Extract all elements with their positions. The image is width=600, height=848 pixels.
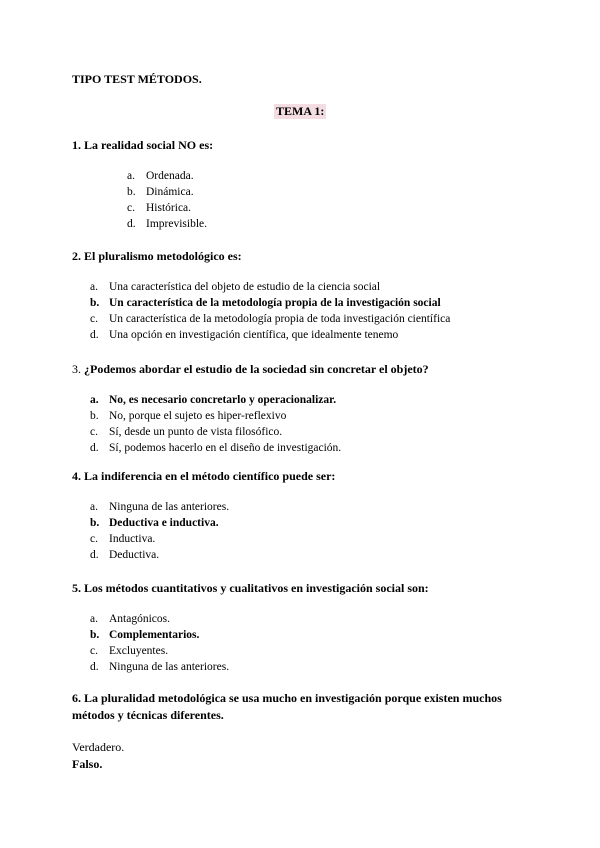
option-d [90,547,229,563]
option-letter: a. [127,170,135,182]
option-letter: c. [90,645,98,657]
document-title: TIPO TEST MÉTODOS. [72,72,202,86]
question-1-options [127,168,207,232]
question-2-options [90,279,450,343]
option-text: Antagónicos. [109,613,171,625]
option-text: No, es necesario concretarlo y operacionalizar. [109,394,337,406]
question-number: 6. [72,691,81,705]
option-text: Un característica de la metodología propia de la investigación social [109,297,441,309]
option-text: Sí, desde un punto de vista filosófico. [109,426,283,438]
option-letter: a. [90,281,98,293]
option-a-correct [90,392,341,408]
question-text: Los métodos cuantitativos y cualitativos en investigación social son: [84,581,429,595]
option-text: Una opción en investigación científica, que idealmente tenemo [109,329,399,341]
question-4-options [90,499,229,563]
option-letter: c. [90,533,98,545]
option-a [90,611,229,627]
question-text: La realidad social NO es: [84,138,214,152]
question-5 [72,580,542,597]
option-c [90,531,229,547]
option-d [90,440,341,456]
question-5-options [90,611,229,675]
option-letter: b. [90,629,100,641]
option-letter: b. [90,410,99,422]
option-a [90,279,450,295]
option-text: Deductiva. [109,549,160,561]
answer-true: Verdadero. [72,740,125,754]
question-text: El pluralismo metodológico es: [84,249,242,263]
option-letter: d. [127,218,136,230]
option-letter: a. [90,501,98,513]
option-letter: b. [90,297,100,309]
option-text: Una característica del objeto de estudio de la ciencia social [109,281,381,293]
option-c [127,200,207,216]
option-a [90,499,229,515]
option-a [127,168,207,184]
option-letter: d. [90,329,99,341]
option-letter: b. [127,186,136,198]
question-number: 3. [72,362,81,376]
option-text: Dinámica. [146,186,194,198]
option-b-correct [90,627,229,643]
option-letter: d. [90,442,99,454]
option-text: Complementarios. [109,629,200,641]
option-letter: c. [90,426,98,438]
option-d [127,216,207,232]
option-letter: b. [90,517,100,529]
option-letter: d. [90,661,99,673]
section-heading: TEMA 1: [276,104,325,118]
option-b [90,408,341,424]
option-text: Ninguna de las anteriores. [109,661,230,673]
option-letter: a. [90,394,99,406]
option-text: No, porque el sujeto es hiper-reflexivo [109,410,287,422]
option-b [127,184,207,200]
option-d [90,659,229,675]
option-text: Ninguna de las anteriores. [109,501,230,513]
option-letter: a. [90,613,98,625]
question-text: ¿Podemos abordar el estudio de la sociedad sin concretar el objeto? [84,362,429,376]
option-text: Deductiva e inductiva. [109,517,219,529]
option-text: Sí, podemos hacerlo en el diseño de investigación. [109,442,342,454]
option-text: Histórica. [146,202,192,214]
question-6 [72,690,542,724]
question-number: 1. [72,138,81,152]
question-number: 5. [72,581,81,595]
option-text: Un característica de la metodología propia de toda investigación científica [109,313,451,325]
question-text: La pluralidad metodológica se usa mucho en investigación porque existen muchos métodos y técnicas diferentes. [72,691,502,722]
answer-false-correct: Falso. [72,757,103,771]
option-b-correct [90,515,229,531]
option-c [90,311,450,327]
option-c [90,424,341,440]
option-letter: c. [90,313,98,325]
question-text: La indiferencia en el método científico puede ser: [84,469,336,483]
option-c [90,643,229,659]
question-1 [72,137,542,154]
question-3 [72,361,542,378]
question-4 [72,468,542,485]
question-number: 4. [72,469,81,483]
option-text: Excluyentes. [109,645,169,657]
option-letter: c. [127,202,135,214]
option-b-correct [90,295,450,311]
option-text: Imprevisible. [146,218,207,230]
question-2 [72,248,542,265]
option-letter: d. [90,549,99,561]
option-text: Inductiva. [109,533,156,545]
option-d [90,327,450,343]
question-3-options [90,392,341,456]
question-number: 2. [72,249,81,263]
option-text: Ordenada. [146,170,194,182]
